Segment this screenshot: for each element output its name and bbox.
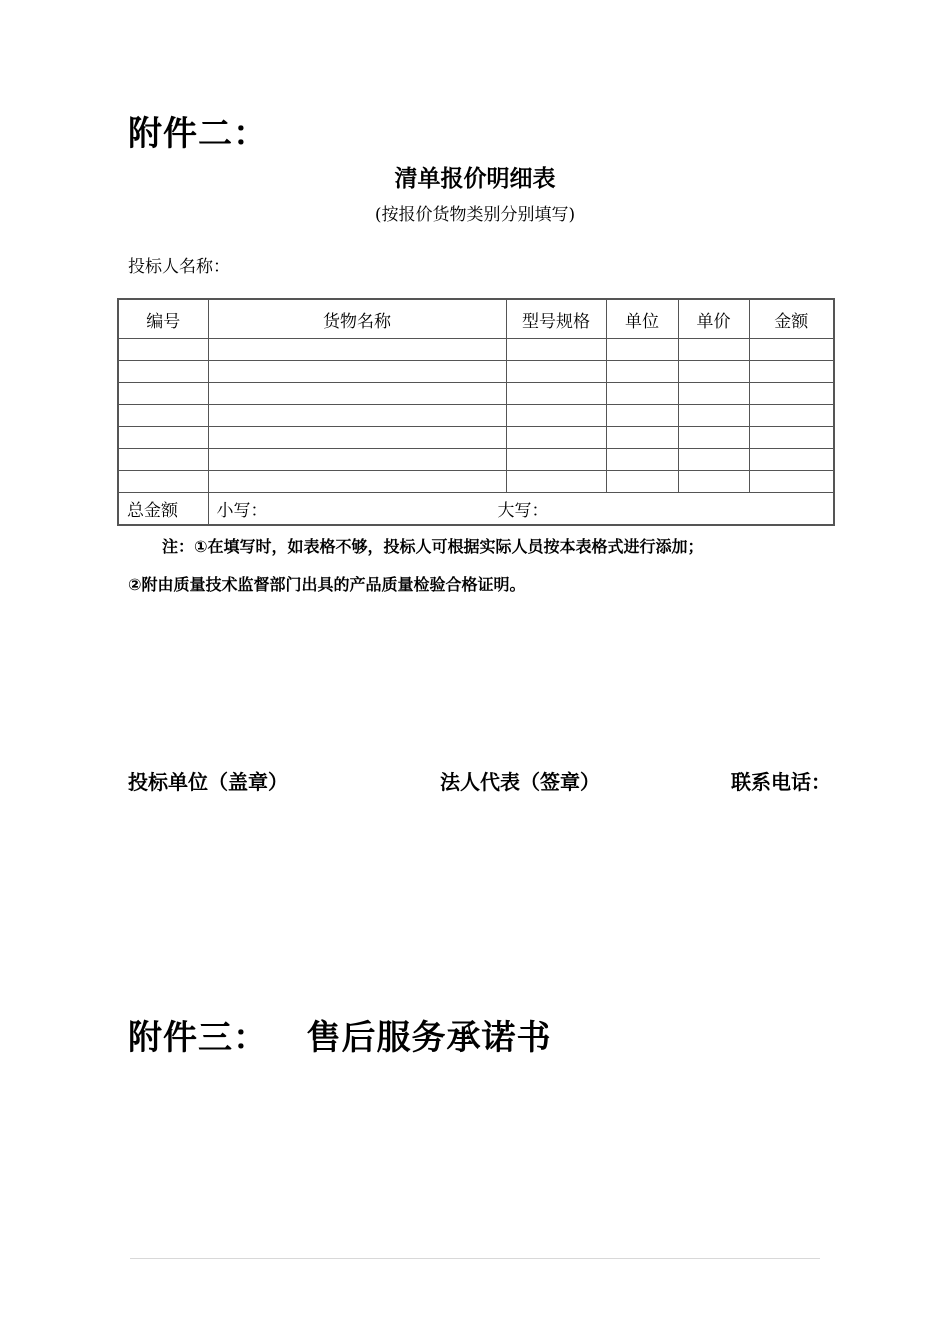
table-row (118, 339, 834, 361)
total-amount-cell[interactable] (208, 493, 834, 526)
cell-goods-name[interactable] (208, 383, 506, 405)
table-row (118, 383, 834, 405)
footer-divider (130, 1258, 820, 1259)
cell-number[interactable] (118, 449, 208, 471)
cell-unit[interactable] (606, 339, 678, 361)
cell-unit-price[interactable] (678, 427, 749, 449)
bidder-unit-seal-label: 投标单位（盖章） (128, 770, 288, 794)
cell-unit[interactable] (606, 383, 678, 405)
table-row (118, 471, 834, 493)
cell-goods-name[interactable] (208, 427, 506, 449)
cell-unit-price[interactable] (678, 449, 749, 471)
table-header-row (118, 299, 834, 339)
quotation-table (117, 298, 835, 526)
cell-model-spec[interactable] (506, 405, 606, 427)
cell-amount[interactable] (749, 405, 834, 427)
cell-number[interactable] (118, 471, 208, 493)
cell-number[interactable] (118, 339, 208, 361)
cell-goods-name[interactable] (208, 339, 506, 361)
cell-amount[interactable] (749, 471, 834, 493)
header-cell-unit-price: 单价 (678, 299, 749, 339)
cell-amount[interactable] (749, 339, 834, 361)
cell-goods-name[interactable] (208, 449, 506, 471)
table-row (118, 405, 834, 427)
note-line-1: 注：①在填写时，如表格不够，投标人可根据实际人员按本表格式进行添加； (162, 537, 704, 556)
header-cell-unit: 单位 (606, 299, 678, 339)
cell-goods-name[interactable] (208, 471, 506, 493)
header-cell-number: 编号 (118, 299, 208, 339)
cell-model-spec[interactable] (506, 339, 606, 361)
total-row (118, 493, 834, 526)
cell-amount[interactable] (749, 383, 834, 405)
form-title: 清单报价明细表 (394, 166, 556, 192)
table-row (118, 361, 834, 383)
cell-unit-price[interactable] (678, 405, 749, 427)
cell-unit[interactable] (606, 361, 678, 383)
cell-goods-name[interactable] (208, 405, 506, 427)
cell-unit-price[interactable] (678, 361, 749, 383)
cell-model-spec[interactable] (506, 471, 606, 493)
cell-number[interactable] (118, 361, 208, 383)
note-line-2: ②附由质量技术监督部门出具的产品质量检验合格证明。 (128, 575, 526, 594)
legal-rep-signature-label: 法人代表（签章） (440, 770, 600, 794)
bidder-name-label: 投标人名称： (128, 257, 230, 277)
cell-model-spec[interactable] (506, 427, 606, 449)
cell-number[interactable] (118, 405, 208, 427)
form-subtitle: (按报价货物类别分别填写) (374, 205, 576, 225)
cell-amount[interactable] (749, 361, 834, 383)
cell-model-spec[interactable] (506, 449, 606, 471)
attachment-3-heading: 附件三： 售后服务承诺书 (128, 1018, 552, 1058)
cell-number[interactable] (118, 383, 208, 405)
cell-model-spec[interactable] (506, 361, 606, 383)
uppercase-label: 大写： (497, 501, 549, 521)
cell-unit[interactable] (606, 449, 678, 471)
table-row (118, 449, 834, 471)
cell-goods-name[interactable] (208, 361, 506, 383)
cell-unit-price[interactable] (678, 383, 749, 405)
lowercase-label: 小写： (216, 501, 268, 521)
cell-unit-price[interactable] (678, 471, 749, 493)
header-cell-model-spec: 型号规格 (506, 299, 606, 339)
cell-model-spec[interactable] (506, 383, 606, 405)
attachment-2-heading: 附件二： (128, 114, 268, 154)
cell-unit[interactable] (606, 405, 678, 427)
cell-unit-price[interactable] (678, 339, 749, 361)
header-cell-amount: 金额 (749, 299, 834, 339)
cell-amount[interactable] (749, 449, 834, 471)
cell-number[interactable] (118, 427, 208, 449)
cell-unit[interactable] (606, 471, 678, 493)
table-row (118, 427, 834, 449)
cell-unit[interactable] (606, 427, 678, 449)
total-label-cell: 总金额 (118, 493, 208, 526)
cell-amount[interactable] (749, 427, 834, 449)
header-cell-goods-name: 货物名称 (208, 299, 506, 339)
contact-phone-label: 联系电话： (731, 770, 831, 794)
